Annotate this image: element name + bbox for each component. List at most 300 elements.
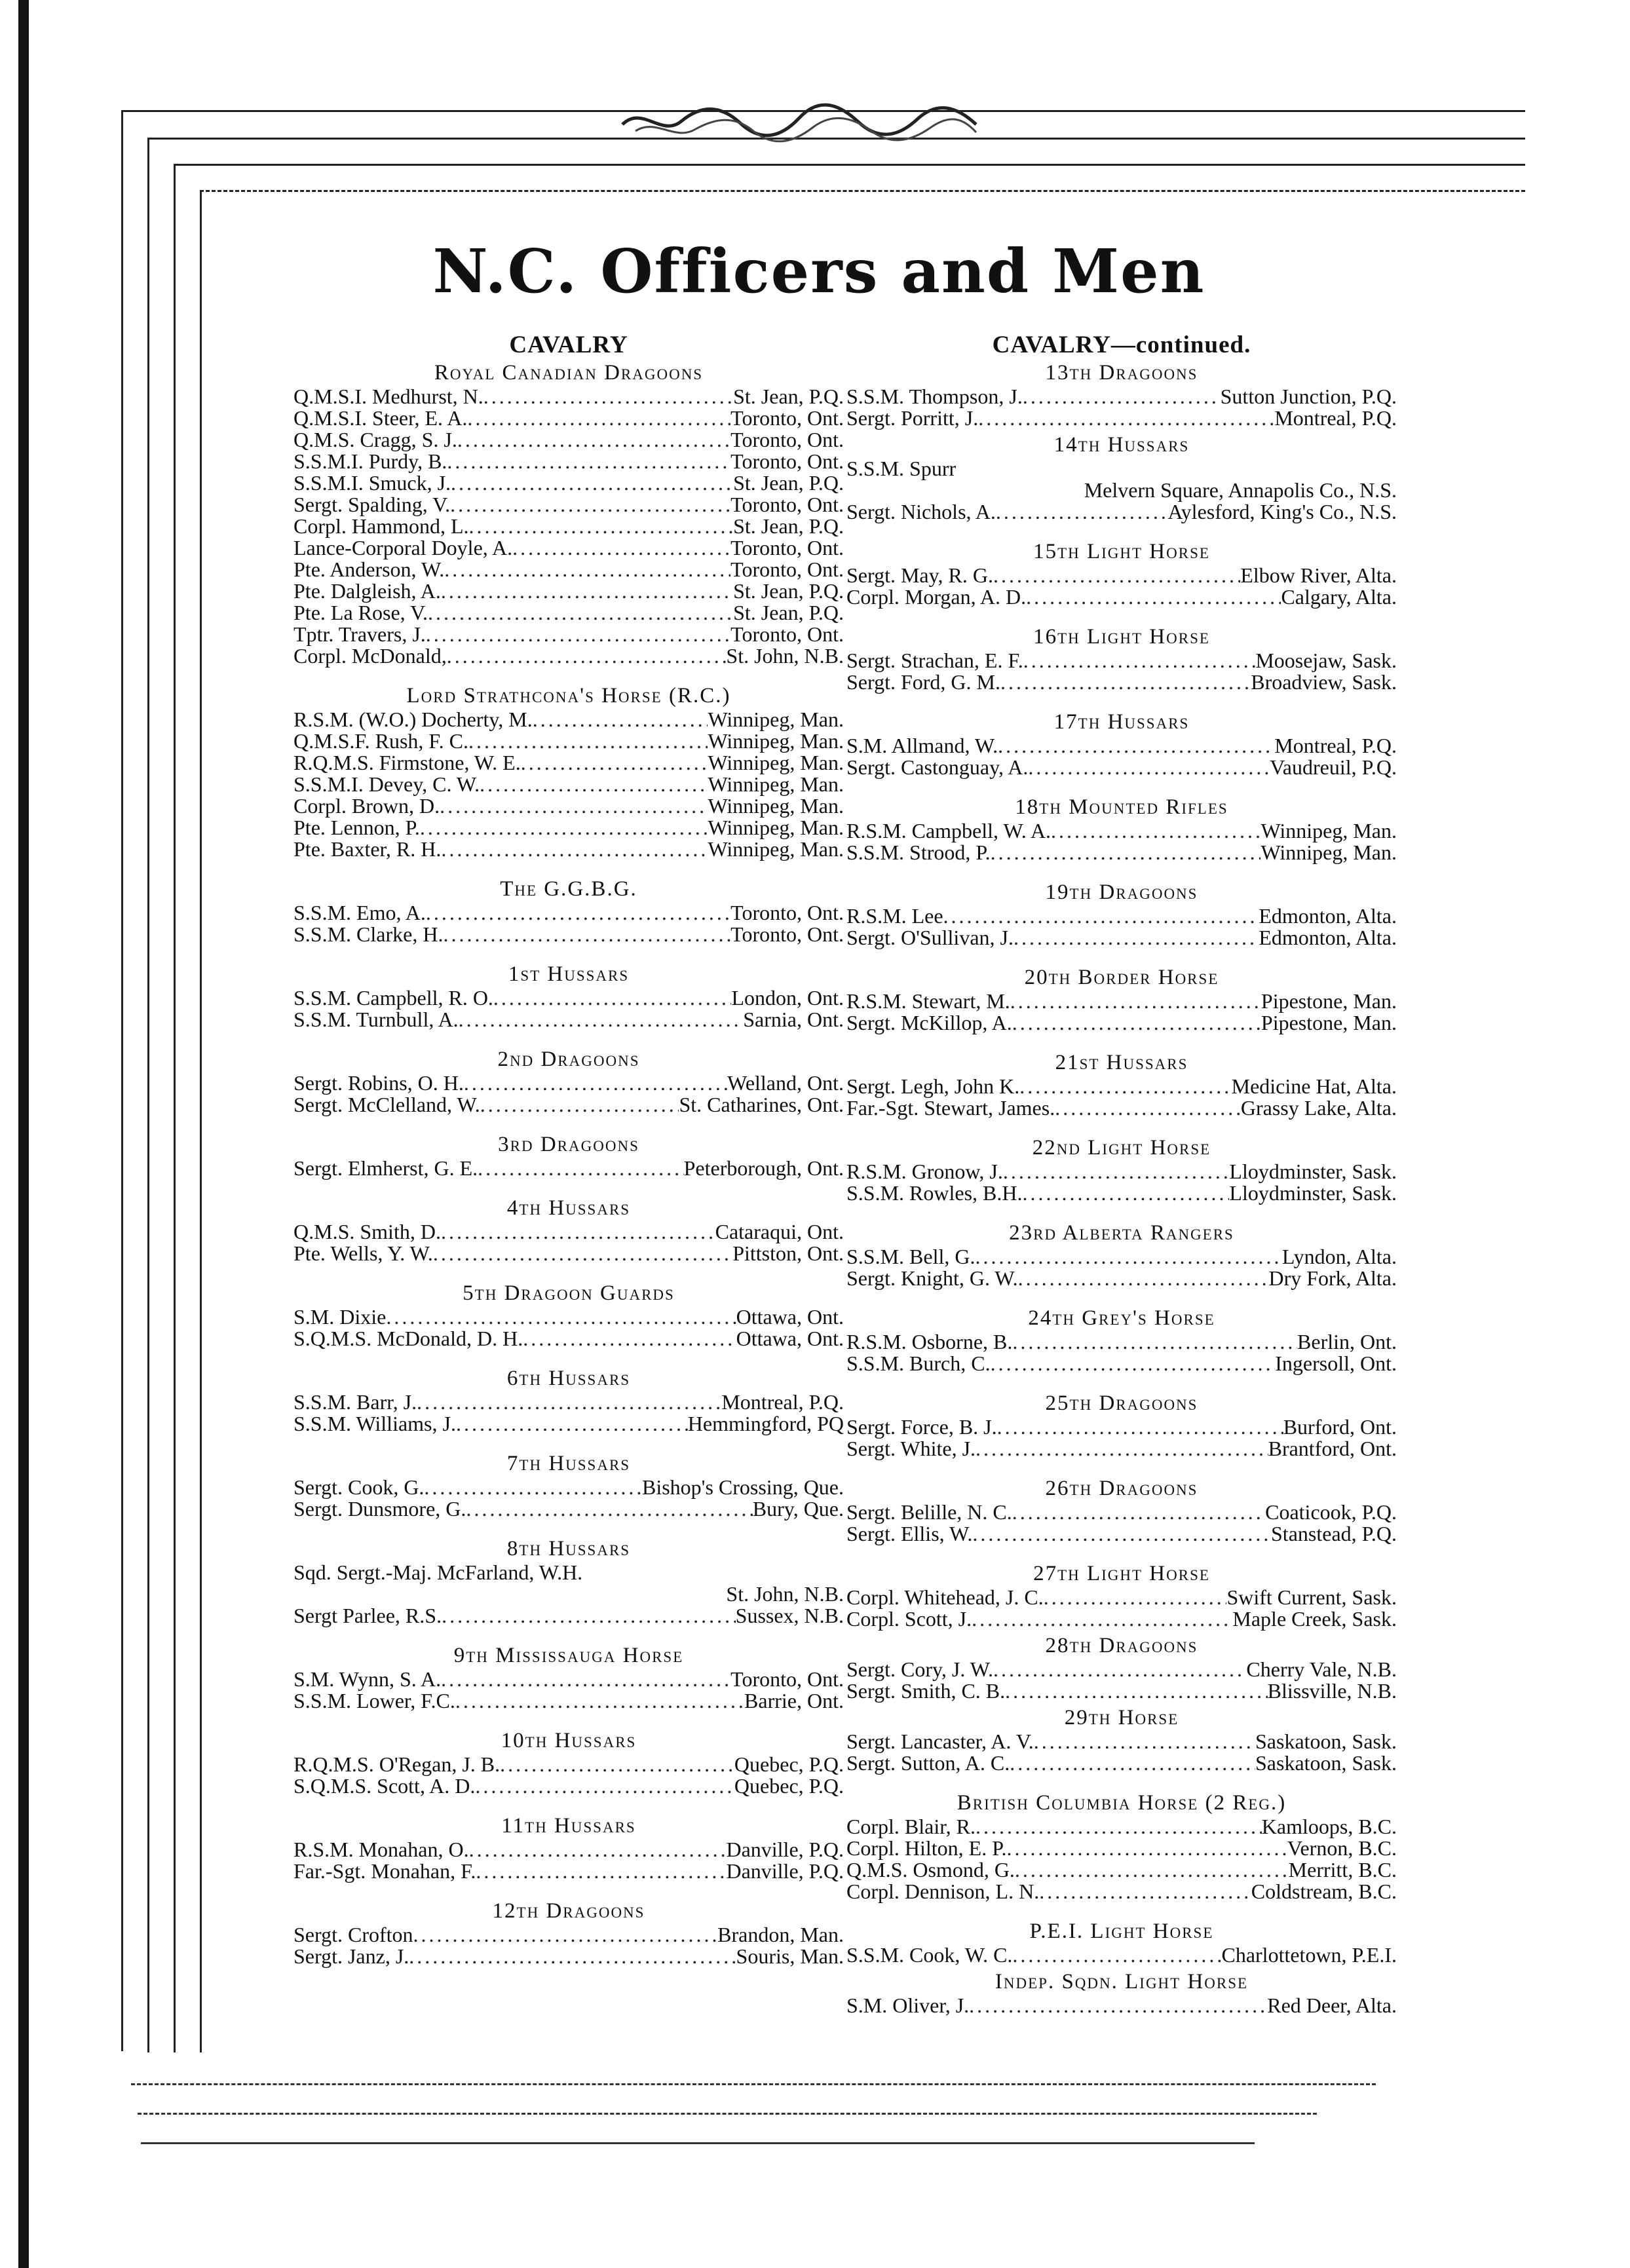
leader-dots: [441, 1669, 730, 1690]
leader-dots: [1023, 386, 1221, 407]
leader-dots: [1003, 1161, 1230, 1182]
entry-place: Barrie, Ont.: [744, 1689, 844, 1712]
roster-entry: [294, 451, 844, 472]
entry-name: Corpl. Brown, D.: [294, 794, 440, 818]
regiment-title: 21st Hussars: [1055, 1051, 1188, 1074]
leader-dots: [426, 624, 730, 645]
regiment-title: 27th Light Horse: [1033, 1562, 1210, 1585]
leader-dots: [1026, 586, 1281, 608]
entry-name: Sergt. Strachan, E. F.: [846, 649, 1023, 672]
roster-entry: [294, 1924, 844, 1946]
entry-place: Dry Fork, Alta.: [1268, 1266, 1397, 1290]
leader-dots: [997, 1416, 1283, 1438]
leader-dots: [993, 565, 1240, 586]
leader-dots: [972, 1608, 1232, 1630]
roster-entry: [846, 927, 1397, 949]
roster-entry: [846, 1268, 1397, 1289]
roster-entry: [846, 586, 1397, 608]
leader-dots: [464, 1072, 727, 1094]
leader-dots: [466, 1498, 752, 1520]
entry-name: S.S.M. Thompson, J.: [846, 385, 1023, 408]
leader-dots: [978, 407, 1274, 429]
leader-dots: [943, 905, 1259, 927]
leader-dots: [455, 1690, 744, 1712]
entry-place: Lloydminster, Sask.: [1229, 1160, 1397, 1183]
entry-place: St. Jean, P.Q.: [733, 385, 844, 408]
roster-entry: [846, 1587, 1397, 1608]
entry-name: Far.-Sgt. Monahan, F.: [294, 1859, 476, 1883]
regiment-section: [846, 1135, 1397, 1204]
regiment-title: Lord Strathcona's Horse (R.C.): [406, 684, 731, 708]
leader-dots: [993, 1659, 1246, 1680]
entry-place: Quebec, P.Q.: [734, 1752, 844, 1776]
roster-entry: [294, 1498, 844, 1520]
entry-name: S.S.M. Campbell, R. O.: [294, 986, 493, 1010]
entry-place: Toronto, Ont.: [730, 1667, 844, 1691]
entry-place: Toronto, Ont.: [730, 622, 844, 646]
leader-dots: [1014, 927, 1259, 949]
leader-dots: [972, 1523, 1271, 1545]
bottom-rule: [138, 2113, 1317, 2115]
entry-place: Montreal, P.Q.: [721, 1390, 844, 1414]
entry-place: Saskatoon, Sask.: [1255, 1751, 1397, 1775]
entry-place: Ottawa, Ont.: [736, 1305, 844, 1329]
regiment-section: [846, 1633, 1397, 1702]
entry-place: Coaticook, P.Q.: [1265, 1500, 1397, 1524]
entry-name: Sergt. Nichols, A.: [846, 500, 996, 523]
regiment-section: [846, 624, 1397, 693]
roster-entry: [294, 580, 844, 602]
leader-dots: [998, 735, 1274, 757]
page-title: N.C. Officers and Men: [432, 236, 1205, 307]
entry-name: Sergt. Knight, G. W.: [846, 1266, 1018, 1290]
roster-entry: [294, 1328, 844, 1350]
roster-entry: [294, 386, 844, 407]
leader-dots: [1012, 1012, 1261, 1034]
leader-dots: [409, 1946, 736, 1967]
entry-name: S.S.M. Emo, A.: [294, 901, 426, 924]
leader-dots: [483, 386, 733, 407]
leader-dots: [426, 902, 730, 924]
leader-dots: [420, 817, 708, 839]
entry-place: Melvern Square, Annapolis Co., N.S.: [1084, 478, 1397, 502]
entry-name: Sergt. Belille, N. C.: [846, 1500, 1012, 1524]
entry-place: Toronto, Ont.: [730, 493, 844, 516]
roster-entry: [846, 1816, 1397, 1838]
entry-place: Welland, Ont.: [727, 1071, 844, 1095]
entry-place: Edmonton, Alta.: [1259, 926, 1397, 949]
roster-entry: [294, 602, 844, 624]
entry-place: Brandon, Man.: [717, 1923, 844, 1946]
entry-name: R.Q.M.S. O'Regan, J. B.: [294, 1752, 501, 1776]
entry-name: Corpl. Hammond, L.: [294, 514, 469, 538]
entry-name: Corpl. Morgan, A. D.: [846, 585, 1027, 609]
leader-dots: [1000, 671, 1251, 693]
roster-entry: [294, 1391, 844, 1413]
regiment-section: [294, 1131, 844, 1179]
entry-name: Pte. Lennon, P.: [294, 816, 420, 839]
leader-dots: [440, 795, 708, 817]
regiment-section: [294, 1642, 844, 1712]
entry-name: R.S.M. Lee: [846, 904, 943, 928]
leader-dots: [459, 1009, 744, 1030]
roster-entry: [846, 1097, 1397, 1119]
leader-dots: [996, 501, 1168, 523]
regiment-section: [294, 876, 844, 945]
entry-place: Saskatoon, Sask.: [1255, 1729, 1397, 1753]
entry-name: Sergt. Ellis, W.: [846, 1522, 973, 1545]
regiment-title: Indep. Sqdn. Light Horse: [995, 1970, 1249, 1994]
regiment-title: 8th Hussars: [506, 1537, 631, 1560]
roster-entry: [294, 494, 844, 516]
roster-entry: [846, 1995, 1397, 2016]
regiment-title: 22nd Light Horse: [1032, 1136, 1211, 1160]
roster-entry: [846, 1416, 1397, 1438]
entry-place: Winnipeg, Man.: [708, 708, 844, 731]
regiment-section: [846, 964, 1397, 1034]
entry-place: Charlottetown, P.E.I.: [1221, 1943, 1397, 1967]
roster-entry: [294, 817, 844, 839]
entry-name: R.S.M. Osborne, B.: [846, 1330, 1013, 1353]
leader-dots: [1051, 820, 1260, 842]
entry-place: Winnipeg, Man.: [708, 816, 844, 839]
entry-place: Montreal, P.Q.: [1274, 734, 1397, 757]
roster-entry: [846, 1752, 1397, 1774]
roster-entry: [294, 516, 844, 537]
entry-name: Sergt. Castonguay, A.: [846, 755, 1029, 779]
regiment-title: P.E.I. Light Horse: [1029, 1919, 1214, 1943]
entry-place: Winnipeg, Man.: [708, 751, 844, 774]
entry-place: Bury, Que.: [752, 1497, 844, 1521]
leader-dots: [969, 1995, 1267, 2016]
roster-entry: [294, 1221, 844, 1243]
leader-dots: [1012, 1944, 1221, 1966]
entry-name: Sergt. Porritt, J.: [846, 406, 979, 430]
entry-name: Sergt Parlee, R.S.: [294, 1604, 442, 1627]
entry-place: Toronto, Ont.: [730, 536, 844, 559]
entry-place: Calgary, Alta.: [1281, 585, 1397, 609]
regiment-section: [294, 1365, 844, 1435]
roster-entry: [846, 1608, 1397, 1630]
entry-place: Toronto, Ont.: [730, 428, 844, 451]
leader-dots: [480, 1094, 679, 1116]
roster-entry: [846, 1881, 1397, 1902]
entry-name: Corpl. Hilton, E. P.: [846, 1836, 1007, 1860]
entry-place: St. John, N.B.: [726, 644, 844, 668]
leader-dots: [442, 1605, 736, 1627]
leader-dots: [428, 602, 733, 624]
entry-place: Burford, Ont.: [1283, 1415, 1397, 1439]
entry-place: Danville, P.Q.: [726, 1838, 844, 1861]
entry-name: Q.M.S. Cragg, S. J.: [294, 428, 457, 451]
entry-name: Sergt. May, R. G.: [846, 563, 993, 587]
bottom-rule: [131, 2083, 1376, 2085]
leader-dots: [991, 842, 1261, 863]
leader-dots: [443, 924, 730, 945]
decorative-ornament: [616, 98, 983, 144]
entry-place: Toronto, Ont.: [730, 406, 844, 430]
roster-entry: [294, 924, 844, 945]
regiment-section: [846, 1390, 1397, 1460]
roster-entry: [294, 795, 844, 817]
regiment-title: 2nd Dragoons: [497, 1048, 640, 1071]
roster-entry: [294, 987, 844, 1009]
entry-place: Souris, Man.: [736, 1944, 844, 1968]
entry-place: St. Jean, P.Q.: [733, 579, 844, 603]
entry-place: Berlin, Ont.: [1297, 1330, 1397, 1353]
regiment-title: 12th Dragoons: [492, 1899, 645, 1923]
roster-entry: [294, 902, 844, 924]
regiment-title: 11th Hussars: [501, 1814, 636, 1838]
entry-name: S.M. Allmand, W.: [846, 734, 998, 757]
leader-dots: [975, 1246, 1281, 1268]
roster-entry: [294, 429, 844, 451]
leader-dots: [456, 1413, 688, 1435]
entry-place: Pipestone, Man.: [1260, 1011, 1397, 1034]
entry-name: Sergt. McKillop, A.: [846, 1011, 1012, 1034]
regiment-title: 3rd Dragoons: [498, 1133, 639, 1156]
roster-entry: [294, 752, 844, 774]
entry-place: Pittston, Ont.: [732, 1241, 844, 1265]
entry-name: R.S.M. Monahan, O.: [294, 1838, 469, 1861]
leader-dots: [1023, 1182, 1230, 1204]
roster-entry: [846, 991, 1397, 1012]
entry-name: S.Q.M.S. McDonald, D. H.: [294, 1327, 523, 1350]
entry-place: Toronto, Ont.: [730, 449, 844, 473]
leader-dots: [450, 494, 730, 516]
leader-dots: [523, 1328, 736, 1350]
roster-entry: [294, 1605, 844, 1627]
roster-entry: [846, 1438, 1397, 1460]
leader-dots: [1010, 1752, 1255, 1774]
entry-name: S.S.M.I. Devey, C. W.: [294, 772, 480, 796]
leader-dots: [1023, 650, 1256, 671]
entry-place: Broadview, Sask.: [1251, 670, 1397, 694]
regiment-title: 23rd Alberta Rangers: [1009, 1221, 1234, 1245]
roster-entry: [294, 1775, 844, 1797]
entry-place: Ottawa, Ont.: [736, 1327, 844, 1350]
entry-place: Montreal, P.Q.: [1274, 406, 1397, 430]
entry-name: S.S.M. Cook, W. C.: [846, 1943, 1013, 1967]
roster-entry: [846, 1944, 1397, 1966]
regiment-title: 7th Hussars: [506, 1452, 631, 1475]
column-heading: CAVALRY: [509, 331, 628, 358]
leader-dots: [1010, 991, 1261, 1012]
entry-name: Corpl. Dennison, L. N.: [846, 1880, 1040, 1903]
roster-entry: [846, 1012, 1397, 1034]
regiment-title: 17th Hussars: [1053, 710, 1190, 734]
regiment-section: [846, 1969, 1397, 2016]
leader-dots: [1012, 1331, 1297, 1353]
entry-name: S.S.M. Barr, J.: [294, 1390, 417, 1414]
regiment-title: 6th Hussars: [506, 1367, 631, 1390]
regiment-title: British Columbia Horse (2 Reg.): [957, 1791, 1287, 1815]
entry-name: Q.M.S.I. Medhurst, N.: [294, 385, 483, 408]
entry-place: St. Jean, P.Q.: [733, 601, 844, 624]
entry-place: Winnipeg, Man.: [708, 837, 844, 861]
entry-place: Peterborough, Ont.: [683, 1156, 844, 1180]
roster-entry: [846, 1076, 1397, 1097]
leader-dots: [447, 451, 730, 472]
entry-place: Hemmingford, PQ: [687, 1412, 844, 1435]
regiment-section: [846, 1220, 1397, 1289]
roster-entry: [294, 1946, 844, 1967]
entry-place: Lyndon, Alta.: [1281, 1245, 1397, 1268]
regiment-title: 14th Hussars: [1053, 433, 1190, 457]
regiment-section: [846, 360, 1397, 429]
regiment-section: [294, 1813, 844, 1882]
entry-name: Sergt. Dunsmore, G.: [294, 1497, 466, 1521]
regiment-title: 24th Grey's Horse: [1028, 1306, 1215, 1330]
entry-name: Q.M.S.I. Steer, E. A.: [294, 406, 468, 430]
regiment-section: [294, 683, 844, 860]
regiment-title: 16th Light Horse: [1033, 625, 1210, 649]
roster-entry: [846, 671, 1397, 693]
roster-entry: [846, 1353, 1397, 1374]
regiment-section: [294, 961, 844, 1030]
roster-entry: [846, 735, 1397, 757]
leader-dots: [424, 1477, 642, 1498]
entry-name: Sergt. Sutton, A. C.: [846, 1751, 1010, 1775]
roster-entry: [846, 905, 1397, 927]
entry-name: Sergt. McClelland, W.: [294, 1093, 480, 1116]
entry-name: Corpl. Whitehead, J. C.: [846, 1585, 1044, 1609]
leader-dots: [976, 1438, 1268, 1460]
regiment-title: 10th Hussars: [501, 1729, 637, 1752]
entry-place: Sutton Junction, P.Q.: [1220, 385, 1397, 408]
roster-entry: [294, 1243, 844, 1264]
entry-place: Grassy Lake, Alta.: [1240, 1096, 1397, 1120]
entry-name: Sqd. Sergt.-Maj. McFarland, W.H.: [294, 1560, 583, 1584]
entry-place: Swift Current, Sask.: [1226, 1585, 1397, 1609]
regiment-section: [294, 1536, 844, 1627]
roster-entry: [294, 472, 844, 494]
entry-name: S.M. Oliver, J.: [846, 1994, 970, 2017]
entry-place: Vernon, B.C.: [1287, 1836, 1397, 1860]
leader-dots: [441, 839, 708, 860]
roster-entry: [294, 1072, 844, 1094]
entry-place: Lloydminster, Sask.: [1229, 1181, 1397, 1205]
roster-entry: [294, 1754, 844, 1775]
regiment-section: [294, 360, 844, 667]
regiment-section: [294, 1728, 844, 1797]
roster-entry: [846, 757, 1397, 778]
entry-name: Corpl. Scott, J.: [846, 1607, 972, 1631]
entry-name: R.S.M. Gronow, J.: [846, 1160, 1003, 1183]
left-column: [294, 331, 844, 1983]
roster-entry: [846, 842, 1397, 863]
roster-entry: [294, 1690, 844, 1712]
entry-place: Blissville, N.B.: [1267, 1679, 1397, 1703]
entry-name: S.S.M. Turnbull, A.: [294, 1008, 459, 1031]
entry-name: Q.M.S.F. Rush, F. C.: [294, 729, 468, 753]
entry-name: Sergt. Legh, John K.: [846, 1074, 1020, 1098]
entry-name: Corpl. McDonald,: [294, 644, 447, 668]
roster-entry: [294, 730, 844, 752]
entry-place: Maple Creek, Sask.: [1232, 1607, 1397, 1631]
entry-name: S.S.M.I. Smuck, J.: [294, 471, 451, 495]
leader-dots: [991, 1353, 1276, 1374]
regiment-title: 9th Mississauga Horse: [453, 1644, 684, 1667]
regiment-section: [846, 432, 1397, 523]
roster-entry: [294, 559, 844, 580]
leader-dots: [1028, 757, 1270, 778]
entry-name: S.S.M. Strood, P.: [846, 841, 991, 864]
roster-entry: [294, 709, 844, 730]
roster-entry: [846, 501, 1397, 523]
leader-dots: [417, 1391, 721, 1413]
entry-name: Lance-Corporal Doyle, A.: [294, 536, 513, 559]
entry-name: Sergt. Cook, G.: [294, 1475, 425, 1499]
entry-name: S.S.M. Spurr: [846, 457, 957, 480]
entry-place: Winnipeg, Man.: [708, 729, 844, 753]
roster-entry: [846, 1502, 1397, 1523]
regiment-section: [294, 1195, 844, 1264]
leader-dots: [533, 709, 708, 730]
entry-place: Winnipeg, Man.: [708, 772, 844, 796]
entry-place: Elbow River, Alta.: [1240, 563, 1397, 587]
roster-entry: [846, 1680, 1397, 1702]
entry-place: Pipestone, Man.: [1260, 989, 1397, 1013]
leader-dots: [976, 1816, 1262, 1838]
leader-dots: [476, 1861, 726, 1882]
roster-entry: [846, 820, 1397, 842]
entry-place: Stanstead, P.Q.: [1271, 1522, 1397, 1545]
entry-name: Sergt. Lancaster, A. V.: [846, 1729, 1034, 1753]
entry-place: Vaudreuil, P.Q.: [1270, 755, 1397, 779]
leader-dots: [1018, 1268, 1269, 1289]
entry-name: Pte. La Rose, V.: [294, 601, 428, 624]
leader-dots: [521, 752, 708, 774]
right-column: [846, 331, 1397, 2032]
entry-name: Sergt. Cory, J. W.: [846, 1657, 994, 1681]
entry-place: Winnipeg, Man.: [1260, 841, 1397, 864]
entry-name: Sergt. Crofton: [294, 1923, 413, 1946]
roster-entry: [846, 1523, 1397, 1545]
entry-place: Medicine Hat, Alta.: [1231, 1074, 1397, 1098]
leader-dots: [469, 516, 734, 537]
entry-place: St. Jean, P.Q.: [733, 471, 844, 495]
regiment-section: [846, 1918, 1397, 1966]
entry-name: S.M. Wynn, S. A.: [294, 1667, 442, 1691]
entry-name: R.S.M. Campbell, W. A.: [846, 819, 1052, 842]
regiment-title: 20th Border Horse: [1024, 966, 1219, 989]
entry-place: Moosejaw, Sask.: [1255, 649, 1397, 672]
leader-dots: [478, 1158, 683, 1179]
entry-place: Danville, P.Q.: [726, 1859, 844, 1883]
roster-entry: [846, 1161, 1397, 1182]
entry-place: Toronto, Ont.: [730, 558, 844, 581]
roster-entry: [294, 537, 844, 559]
leader-dots: [468, 730, 708, 752]
regiment-section: [846, 794, 1397, 863]
entry-place: Merritt, B.C.: [1288, 1858, 1397, 1881]
entry-name: S.S.M. Lower, F.C.: [294, 1689, 455, 1712]
entry-name: Sergt. White, J.: [846, 1437, 976, 1460]
leader-dots: [493, 987, 732, 1009]
regiment-title: 5th Dragoon Guards: [463, 1281, 675, 1305]
leader-dots: [457, 429, 730, 451]
entry-name: Pte. Baxter, R. H.: [294, 837, 442, 861]
regiment-section: [846, 1790, 1397, 1902]
leader-dots: [433, 1243, 732, 1264]
leader-dots: [1055, 1097, 1241, 1119]
regiment-title: 25th Dragoons: [1045, 1391, 1198, 1415]
regiment-title: 26th Dragoons: [1045, 1477, 1198, 1500]
column-heading: CAVALRY—continued.: [992, 331, 1251, 358]
left-section-list: [294, 360, 844, 1967]
roster-entry: [846, 1331, 1397, 1353]
